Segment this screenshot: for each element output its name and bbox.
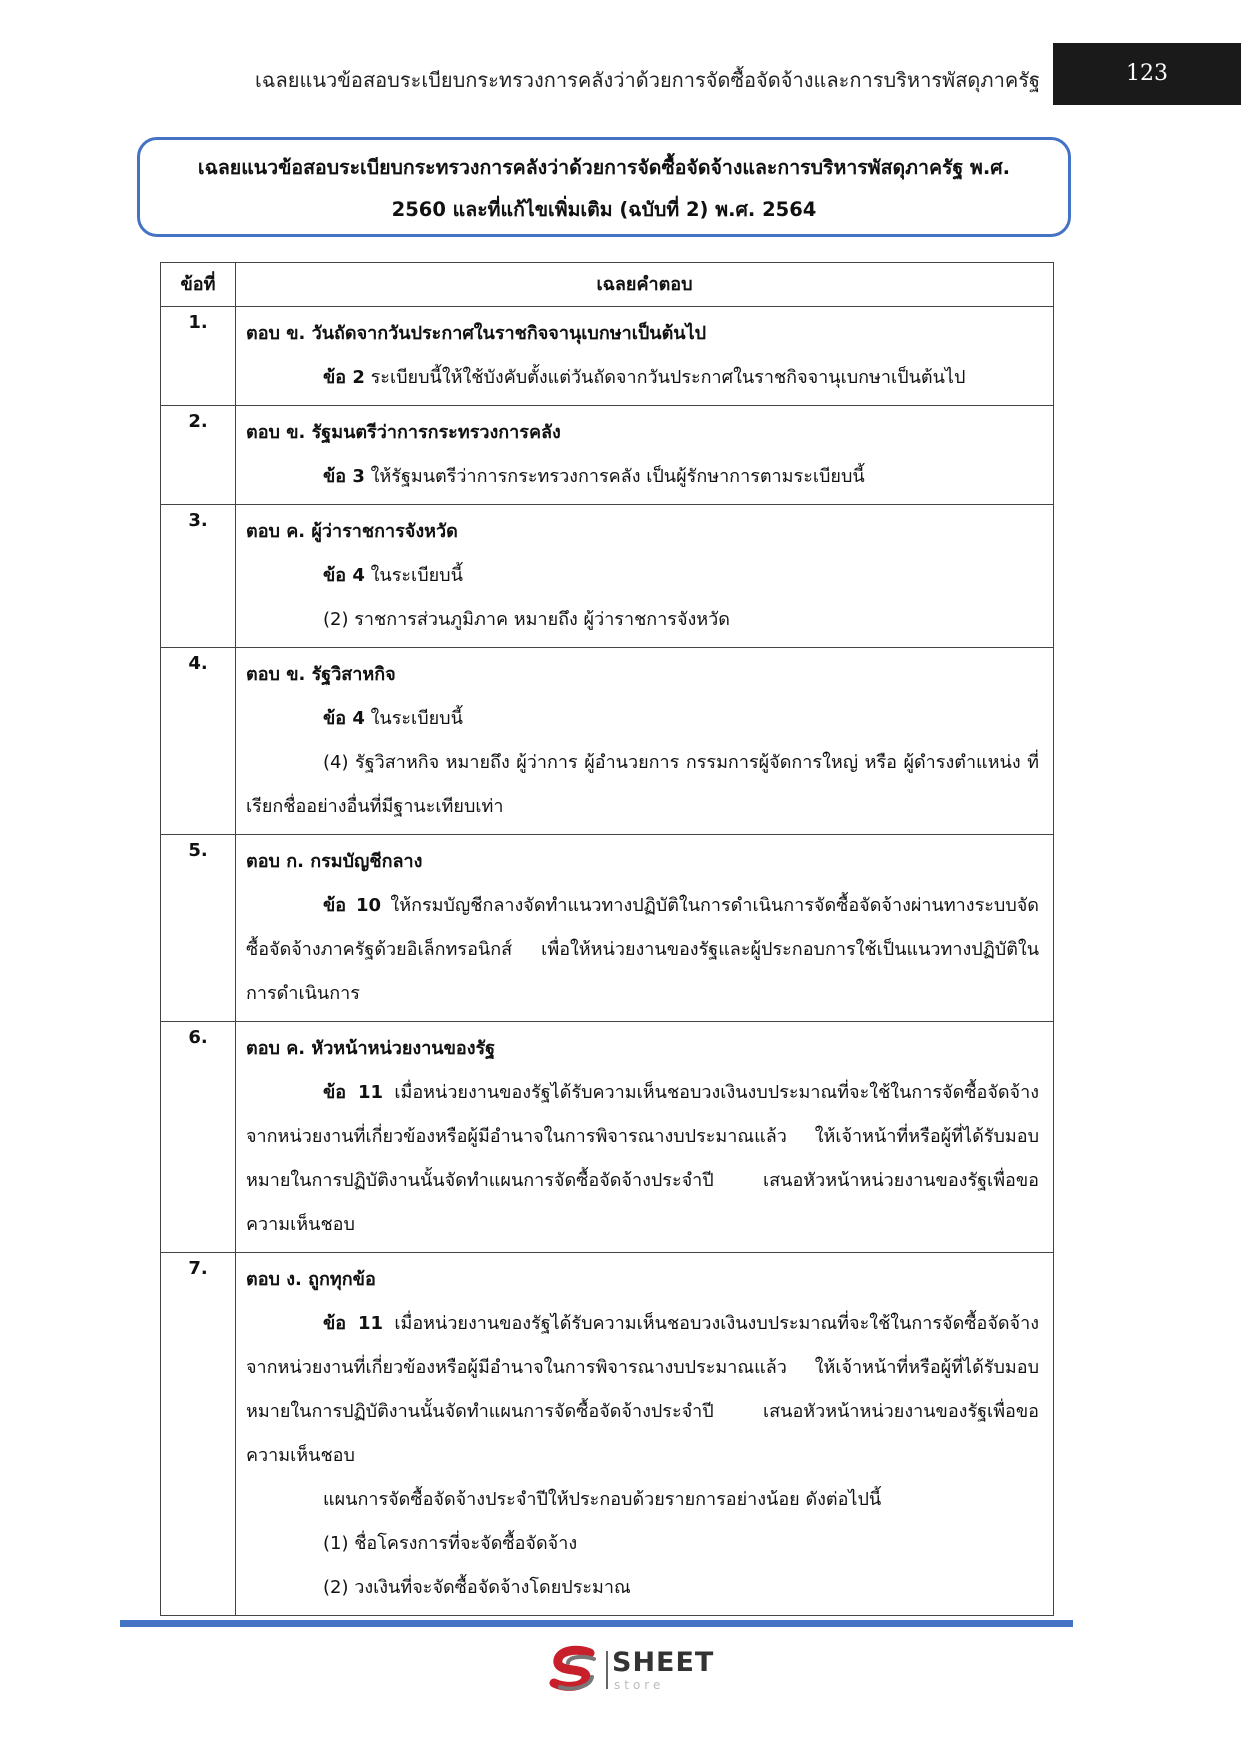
logo-divider — [606, 1651, 608, 1689]
header-answer: เฉลยคำตอบ — [236, 263, 1054, 307]
clause-text: เมื่อหน่วยงานของรัฐได้รับความเห็นชอบวงเงินงบประมาณที่จะใช้ในการจัดซื้อจัดจ้างจากหน่วยงานที่เกี่ยวข้องหรือผู้มีอำนาจในการพิจารณางบประมาณแล้ว ให้เจ้าหน้าที่หรือผู้ที่ได้รับมอบหมายในการปฏิบัติงานนั้นจัดทำแผนการจัดซื้อจัดจ้างประจำปี เสนอหัวหน้าหน่วยงานของรัฐเพื่อขอความเห็นชอบ — [246, 1313, 1039, 1466]
table-header-row — [161, 263, 1054, 307]
clause-text: ให้รัฐมนตรีว่าการกระทรวงการคลัง เป็นผู้รักษาการตามระเบียบนี้ — [364, 466, 865, 487]
answer-choice: ตอบ ข. รัฐวิสาหกิจ — [246, 664, 396, 685]
row-number: 3. — [161, 505, 236, 648]
plan-intro-text: แผนการจัดซื้อจัดจ้างประจำปีให้ประกอบด้วยรายการอย่างน้อย ดังต่อไปนี้ — [323, 1489, 882, 1510]
footer-rule — [120, 1620, 1073, 1627]
clause-label: ข้อ 10 — [323, 895, 382, 916]
plan-list-item: (1) ชื่อโครงการที่จะจัดซื้อจัดจ้าง — [323, 1533, 578, 1554]
answer-choice: ตอบ ค. ผู้ว่าราชการจังหวัด — [246, 521, 458, 542]
row-number: 2. — [161, 406, 236, 505]
explanation-paragraph — [246, 356, 1039, 400]
page-number: 123 — [1053, 43, 1241, 105]
explanation-paragraph — [246, 554, 1039, 598]
row-answer-cell — [236, 505, 1054, 648]
answer-choice: ตอบ ง. ถูกทุกข้อ — [246, 1269, 376, 1290]
clause-text: ให้กรมบัญชีกลางจัดทำแนวทางปฏิบัติในการดำเนินการจัดซื้อจัดจ้างผ่านทางระบบจัดซื้อจัดจ้างภาครัฐด้วยอิเล็กทรอนิกส์ เพื่อให้หน่วยงานของรัฐและผู้ประกอบการใช้เป็นแนวทางปฏิบัติในการดำเนินการ — [246, 895, 1039, 1004]
explanation-paragraph — [246, 1071, 1039, 1247]
clause-label: ข้อ 11 — [323, 1082, 384, 1103]
table-row — [161, 835, 1054, 1022]
row-answer-cell — [236, 307, 1054, 406]
explanation-paragraph — [246, 884, 1039, 1016]
clause-label: ข้อ 4 — [323, 708, 365, 729]
clause-text: ในระเบียบนี้ — [364, 565, 463, 586]
clause-text: ระเบียบนี้ให้ใช้บังคับตั้งแต่วันถัดจากวันประกาศในราชกิจจานุเบกษาเป็นต้นไป — [364, 367, 966, 388]
row-answer-cell — [236, 1022, 1054, 1253]
table-row — [161, 648, 1054, 835]
row-number: 4. — [161, 648, 236, 835]
explanation-paragraph — [246, 697, 1039, 741]
row-number: 6. — [161, 1022, 236, 1253]
row-answer-cell — [236, 406, 1054, 505]
table-row — [161, 406, 1054, 505]
clause-text: เมื่อหน่วยงานของรัฐได้รับความเห็นชอบวงเงินงบประมาณที่จะใช้ในการจัดซื้อจัดจ้างจากหน่วยงานที่เกี่ยวข้องหรือผู้มีอำนาจในการพิจารณางบประมาณแล้ว ให้เจ้าหน้าที่หรือผู้ที่ได้รับมอบหมายในการปฏิบัติงานนั้นจัดทำแผนการจัดซื้อจัดจ้างประจำปี เสนอหัวหน้าหน่วยงานของรัฐเพื่อขอความเห็นชอบ — [246, 1082, 1039, 1235]
plan-list-item: (2) วงเงินที่จะจัดซื้อจัดจ้างโดยประมาณ — [323, 1577, 631, 1598]
clause-label: ข้อ 3 — [323, 466, 365, 487]
title-line-1: เฉลยแนวข้อสอบระเบียบกระทรวงการคลังว่าด้วยการจัดซื้อจัดจ้างและการบริหารพัสดุภาครัฐ พ.ศ. — [197, 156, 1011, 179]
header-question-number: ข้อที่ — [161, 263, 236, 307]
answer-choice: ตอบ ก. กรมบัญชีกลาง — [246, 851, 423, 872]
table-row — [161, 307, 1054, 406]
logo-s-mark-icon — [546, 1645, 604, 1695]
row-number: 7. — [161, 1253, 236, 1616]
answer-choice: ตอบ ข. วันถัดจากวันประกาศในราชกิจจานุเบกษาเป็นต้นไป — [246, 323, 707, 344]
running-header: เฉลยแนวข้อสอบระเบียบกระทรวงการคลังว่าด้วยการจัดซื้อจัดจ้างและการบริหารพัสดุภาครัฐ — [255, 68, 1040, 92]
title-line-2: 2560 และที่แก้ไขเพิ่มเติม (ฉบับที่ 2) พ.ศ. 2564 — [391, 198, 817, 221]
table-row — [161, 1253, 1054, 1616]
answer-choice: ตอบ ข. รัฐมนตรีว่าการกระทรวงการคลัง — [246, 422, 561, 443]
logo-subtext: store — [614, 1678, 665, 1692]
table-row — [161, 1022, 1054, 1253]
clause-text: ในระเบียบนี้ — [364, 708, 463, 729]
row-answer-cell — [236, 835, 1054, 1022]
row-number: 5. — [161, 835, 236, 1022]
table-row — [161, 505, 1054, 648]
explanation-paragraph — [246, 455, 1039, 499]
sheet-store-logo — [546, 1645, 716, 1695]
answer-table — [160, 262, 1054, 1616]
definition-text: (2) ราชการส่วนภูมิภาค หมายถึง ผู้ว่าราชการจังหวัด — [323, 609, 730, 630]
clause-label: ข้อ 4 — [323, 565, 365, 586]
clause-label: ข้อ 11 — [323, 1313, 384, 1334]
explanation-paragraph — [246, 1302, 1039, 1478]
clause-label: ข้อ 2 — [323, 367, 365, 388]
row-answer-cell — [236, 1253, 1054, 1616]
definition-text: (4) รัฐวิสาหกิจ หมายถึง ผู้ว่าการ ผู้อำนวยการ กรรมการผู้จัดการใหญ่ หรือ ผู้ดำรงตำแหน่ง ที่เรียกชื่ออย่างอื่นที่มีฐานะเทียบเท่า — [246, 752, 1039, 817]
row-answer-cell — [236, 648, 1054, 835]
row-number: 1. — [161, 307, 236, 406]
answer-choice: ตอบ ค. หัวหน้าหน่วยงานของรัฐ — [246, 1038, 496, 1059]
logo-wordmark: SHEET — [612, 1647, 715, 1678]
document-title-box — [137, 137, 1071, 237]
